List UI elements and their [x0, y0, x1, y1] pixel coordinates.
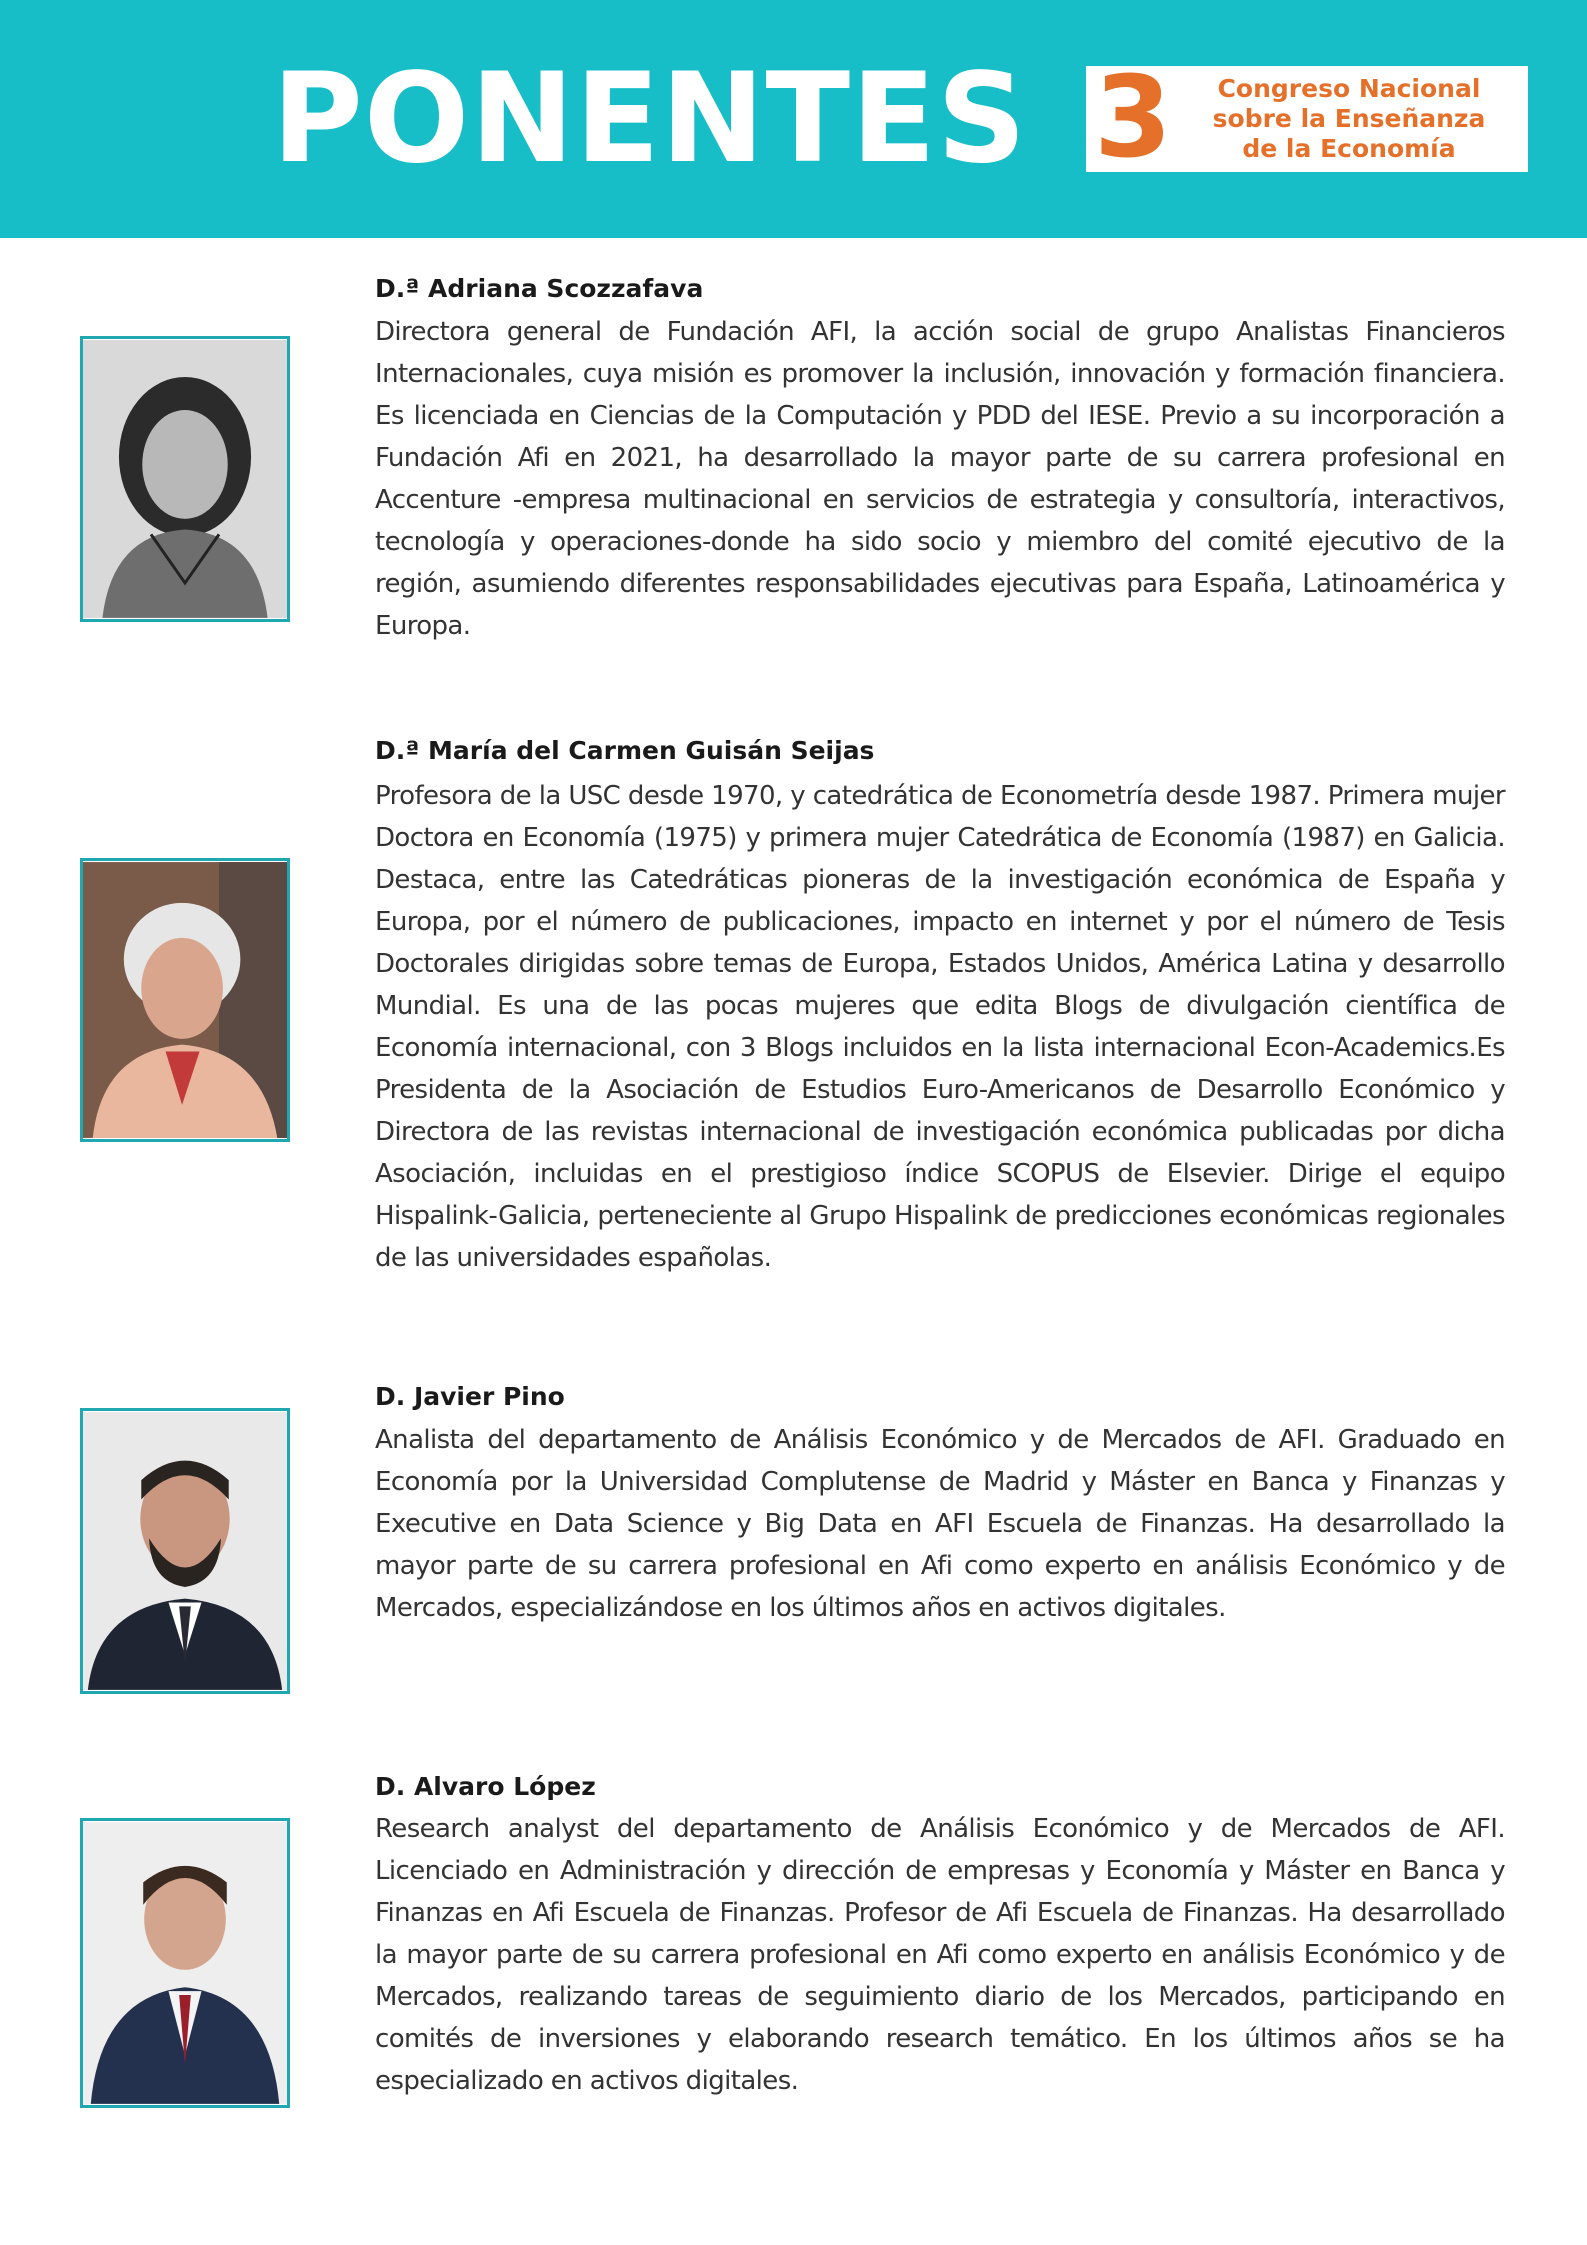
speaker-name: D.ª Adriana Scozzafava [375, 274, 704, 303]
speaker-photo [80, 858, 290, 1142]
page-title: PONENTES [272, 47, 1028, 191]
portrait-icon [83, 339, 287, 619]
speaker-name: D. Alvaro López [375, 1772, 596, 1801]
logo-line-1: Congreso Nacional [1217, 74, 1481, 103]
congress-logo [1086, 53, 1528, 183]
speaker-photo [80, 1818, 290, 2108]
speaker-photo [80, 336, 290, 622]
speaker-name: D.ª María del Carmen Guisán Seijas [375, 736, 875, 765]
portrait-icon [83, 1411, 287, 1691]
speaker-bio: Analista del departamento de Análisis Económico y de Mercados de AFI. Graduado en Economía por la Universidad Complutense de Madrid y Máster en Banca y Finanzas y Executive en Data Science y Big Data en AFI Escuela de Finanzas. Ha desarrollado la mayor parte de su carrera profesional en Afi como experto en análisis Económico y de Mercados, especializándose en los últimos años en activos digitales. [375, 1425, 1505, 1623]
header-banner [0, 0, 1587, 238]
portrait-icon [83, 1821, 287, 2105]
speaker-name: D. Javier Pino [375, 1382, 565, 1411]
speaker-bio: Research analyst del departamento de Análisis Económico y de Mercados de AFI. Licenciado en Administración y dirección de empresas y Economía y Máster en Banca y Finanzas en Afi Escuela de Finanzas. Profesor de Afi Escuela de Finanzas. Ha desarrollado la mayor parte de su carrera profesional en Afi como experto en análisis Económico y de Mercados, realizando tareas de seguimiento diario de los Mercados, participando en comités de inversiones y elaborando research temático. En los últimos años se ha especializado en activos digitales. [375, 1814, 1505, 2096]
logo-line-3: de la Economía [1242, 134, 1456, 163]
logo-line-2: sobre la Enseñanza [1212, 104, 1486, 133]
logo-number: 3 [1094, 53, 1172, 183]
speaker-bio: Directora general de Fundación AFI, la acción social de grupo Analistas Financieros Internacionales, cuya misión es promover la inclusión, innovación y formación financiera. Es licenciada en Ciencias de la Computación y PDD del IESE. Previo a su incorporación a Fundación Afi en 2021, ha desarrollado la mayor parte de su carrera profesional en Accenture -empresa multinacional en servicios de estrategia y consultoría, interactivos, tecnología y operaciones-donde ha sido socio y miembro del comité ejecutivo de la región, asumiendo diferentes responsabilidades ejecutivas para España, Latinoamérica y Europa. [375, 317, 1505, 641]
speaker-photo [80, 1408, 290, 1694]
logo-text [1176, 74, 1522, 164]
speaker-bio: Profesora de la USC desde 1970, y catedrática de Econometría desde 1987. Primera mujer Doctora en Economía (1975) y primera mujer Catedrática de Economía (1987) en Galicia. Destaca, entre las Catedráticas pioneras de la investigación económica de España y Europa, por el número de publicaciones, impacto en internet y por el número de Tesis Doctorales dirigidas sobre temas de Europa, Estados Unidos, América Latina y desarrollo Mundial. Es una de las pocas mujeres que edita Blogs de divulgación científica de Economía internacional, con 3 Blogs incluidos en la lista internacional Econ-Academics.Es Presidenta de la Asociación de Estudios Euro-Americanos de Desarrollo Económico y Directora de las revistas internacional de investigación económica publicadas por dicha Asociación, incluidas en el prestigioso índice SCOPUS de Elsevier. Dirige el equipo Hispalink-Galicia, perteneciente al Grupo Hispalink de predicciones económicas regionales de las universidades españolas. [375, 781, 1505, 1273]
portrait-icon [83, 861, 287, 1139]
